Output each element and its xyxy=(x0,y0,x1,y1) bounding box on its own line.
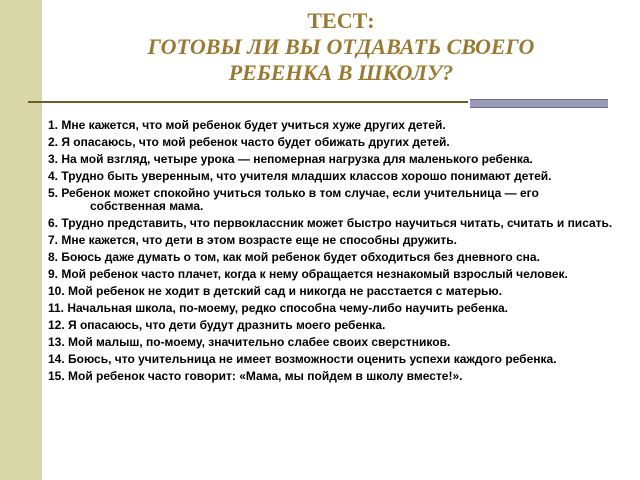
question-item: 2. Я опасаюсь, что мой ребенок часто будет обижать других детей. xyxy=(48,135,450,149)
left-decorative-bar xyxy=(0,0,42,480)
slide-title xyxy=(42,8,640,86)
question-item: 8. Боюсь даже думать о том, как мой ребенок будет обходиться без дневного сна. xyxy=(48,250,540,264)
title-line-question-2: РЕБЕНКА В ШКОЛУ? xyxy=(228,60,454,85)
question-item: 10. Мой ребенок не ходит в детский сад и никогда не расстается с матерью. xyxy=(48,284,503,298)
question-item: 4. Трудно быть уверенным, что учителя младших классов хорошо понимают детей. xyxy=(48,169,552,183)
question-item: 9. Мой ребенок часто плачет, когда к нему обращается незнакомый взрослый человек. xyxy=(48,267,568,281)
question-item: 12. Я опасаюсь, что дети будут дразнить моего ребенка. xyxy=(48,318,386,332)
question-item: 13. Мой малыш, по-моему, значительно слабее своих сверстников. xyxy=(48,335,451,349)
question-item: 5. Ребенок может спокойно учиться только в том случае, если учительница — его собственная мама. xyxy=(48,186,539,213)
question-item: 7. Мне кажется, что дети в этом возрасте еще не способны дружить. xyxy=(48,233,457,247)
question-item: 3. На мой взгляд, четыре урока — непомерная нагрузка для маленького ребенка. xyxy=(48,152,533,166)
title-line-question-1: ГОТОВЫ ЛИ ВЫ ОТДАВАТЬ СВОЕГО xyxy=(147,34,535,59)
question-item: 15. Мой ребенок часто говорит: «Мама, мы пойдем в школу вместе!». xyxy=(48,369,463,383)
test-question-list xyxy=(48,119,618,387)
question-item: 11. Начальная школа, по-моему, редко способна чему-либо научить ребенка. xyxy=(48,301,509,315)
question-item: 6. Трудно представить, что первоклассник может быстро научиться читать, считать и писать. xyxy=(48,216,613,230)
title-divider-line xyxy=(28,101,468,103)
title-line-test: ТЕСТ: xyxy=(307,8,375,33)
title-divider-accent xyxy=(470,99,608,108)
question-item: 14. Боюсь, что учительница не имеет возможности оценить успехи каждого ребенка. xyxy=(48,352,557,366)
question-item: 1. Мне кажется, что мой ребенок будет учиться хуже других детей. xyxy=(48,118,446,132)
